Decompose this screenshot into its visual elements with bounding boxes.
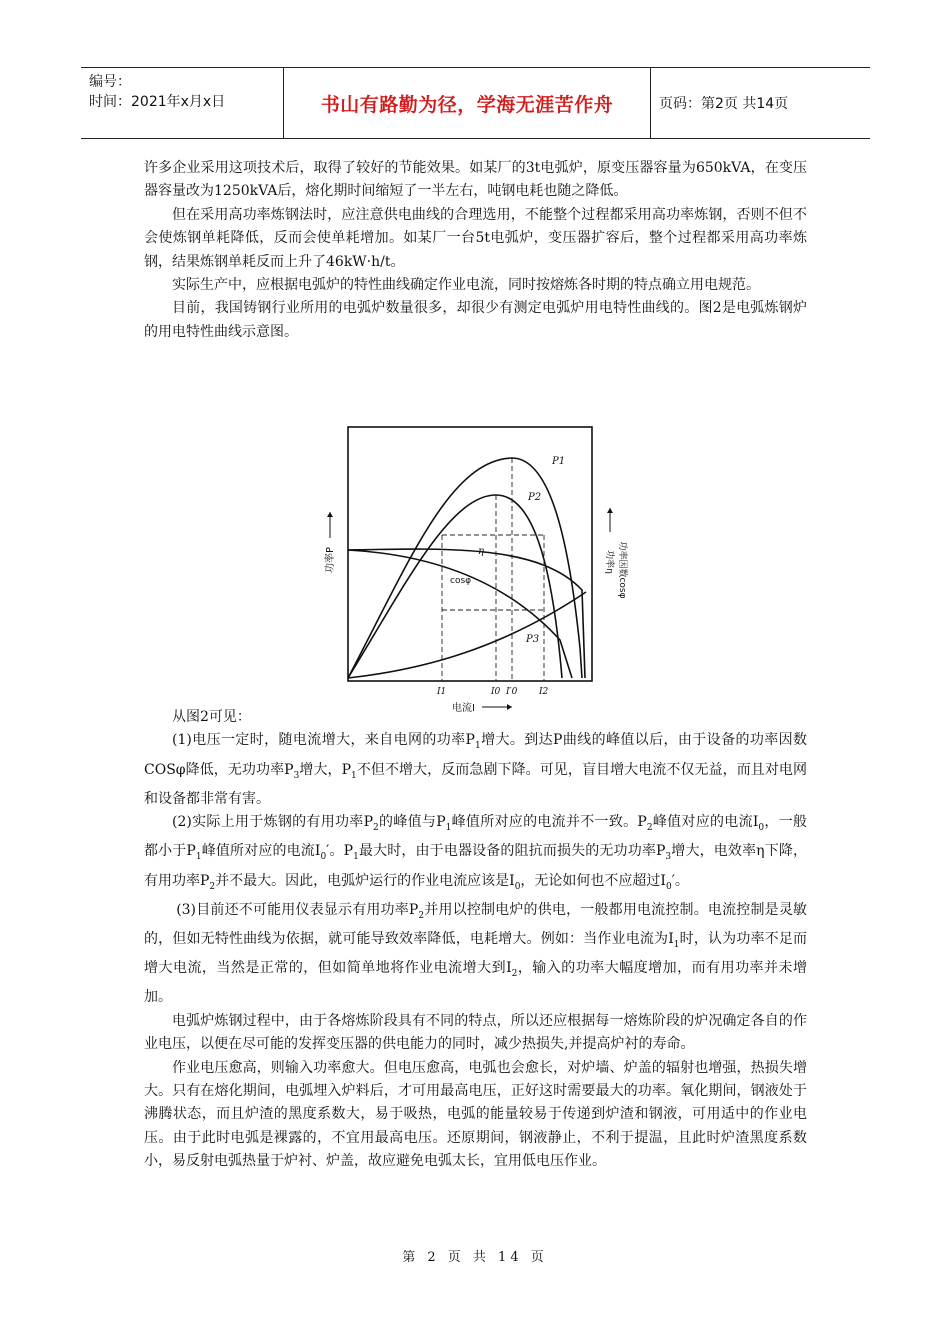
y-right-label-eta: 功率η [604, 550, 614, 574]
paragraph-operating-voltage: 作业电压愈高，则输入功率愈大。但电压愈高，电弧也会愈长，对炉墙、炉盖的辐射也增强，热损失增大。只有在熔化期间，电弧埋入炉料后，才可用最高电压，正好这时需要最大的功率。氧化期间，钢液处于沸腾状态，而且炉渣的黑度系数大，易于吸热，电弧的能量较易于传递到炉渣和钢液，可用适中的作业电压。由于此时电弧是裸露的，不宜用最高电压。还原期间，钢液静止，不利于提温，且此时炉渣黑度系数小，易反射电弧热量于炉衬、炉盖，故应避免电弧太长，宜用低电压作业。 [144, 1059, 807, 1170]
paragraph-2: 但在采用高功率炼钢法时，应注意供电曲线的合理选用，不能整个过程都采用高功率炼钢，否则不但不会使炼钢单耗降低，反而会使单耗增加。如某厂一台5t电弧炉，变压器扩容后，整个过程都采用高功率炼钢，结果炼钢单耗反而上升了46kW·h/t。 [144, 206, 807, 270]
header-motto-cell [283, 68, 651, 138]
figure-2 [300, 420, 640, 716]
tick-i1: I1 [437, 687, 447, 697]
header-motto: 书山有路勤为径，学海无涯苦作舟 [320, 93, 614, 116]
point-1: (1)电压一定时，随电流增大，来自电网的功率$P_1$增大。到达P曲线的峰值以后，由于设备的功率因数COSφ降低，无功功率$P_3$增大，$P_1$不但不增大，反而急剧下降。可见，盲目增大电流不仅无益，而且对电网和设备都非常有害。 [144, 732, 807, 807]
y-left-arrow-head-icon [327, 512, 333, 517]
label-cos: cosφ [450, 576, 472, 586]
characteristic-curve-diagram [300, 420, 640, 716]
tick-i0: I0 [491, 687, 501, 697]
label-p2: P2 [528, 492, 542, 503]
body-text-lower [144, 706, 807, 1174]
point-3: (3)目前还不可能用仪表显示有用功率$P_2$并用以控制电炉的供电，一般都用电流控制。电流控制是灵敏的，但如无特性曲线为依据，就可能导致效率降低，电耗增大。例如：当作业电流为$I_1$时，认为功率不足而增大电流，当然是正常的，但如简单地将作业电流增大到$I_2$，输入的功率大幅度增加，而有用功率并未增加。 [144, 901, 808, 1006]
label-eta: η [478, 546, 484, 557]
y-left-label: 功率P [325, 546, 336, 574]
number-label: 编号： [89, 74, 131, 90]
paragraph-voltage: 电弧炉炼钢过程中，由于各熔炼阶段具有不同的特点，所以还应根据每一熔炼阶段的炉况确定各自的作业电压，以便在尽可能的发挥变压器的供电能力的同时，减少热损失,并提高炉衬的寿命。 [144, 1012, 807, 1053]
tick-i2: I2 [539, 687, 549, 697]
curve-p2 [348, 495, 562, 678]
y-right-label-cos: 功率因数cosφ [617, 541, 627, 599]
paragraph-4: 目前，我国铸钢行业所用的电弧炉数量很多，却很少有测定电弧炉用电特性曲线的。图2是电弧炼钢炉的用电特性曲线示意图。 [144, 300, 807, 340]
figure-intro: 从图2可见： [172, 709, 251, 725]
y-right-arrow-head-icon [607, 508, 613, 513]
body-text-top [144, 157, 807, 344]
tick-i0p: I′0 [506, 687, 518, 697]
paragraph-3: 实际生产中，应根据电弧炉的特性曲线确定作业电流，同时按熔炼各时期的特点确立用电规范。 [172, 277, 760, 294]
curve-p3 [348, 592, 586, 678]
page-header [81, 67, 870, 139]
header-page-label: 页码：第2页 共14页 [659, 96, 789, 112]
paragraph-1: 许多企业采用这项技术后，取得了较好的节能效果。如某厂的3t电弧炉，原变压器容量为650kVA，在变压器容量改为1250kVA后，熔化期时间缩短了一半左右，吨钢电耗也随之降低。 [144, 160, 807, 200]
date-label: 时间：2021年x月x日 [89, 94, 226, 110]
header-meta [81, 68, 283, 138]
point-2: (2)实际上用于炼钢的有用功率$P_2$的峰值与$P_1$峰值所对应的电流并不一致。$P_2$峰值对应的电流$I_0$，一般都小于$P_1$峰值所对应的电流$I_0'$。$P_1$最大时，由于电器设备的阻抗而损失的无功功率$P_3$增大，电效率η下降，有用功率$P_2$并不最大。因此，电弧炉运行的作业电流应该是$I_0$，无论如何也不应超过$I_0'$。 [144, 814, 808, 892]
curve-cos [348, 549, 585, 678]
page-footer: 第 2 页 共 14 页 [402, 1250, 548, 1265]
label-p3: P3 [526, 634, 540, 645]
x-axis-label: 电流I [452, 703, 475, 714]
label-p1: P1 [552, 456, 566, 467]
